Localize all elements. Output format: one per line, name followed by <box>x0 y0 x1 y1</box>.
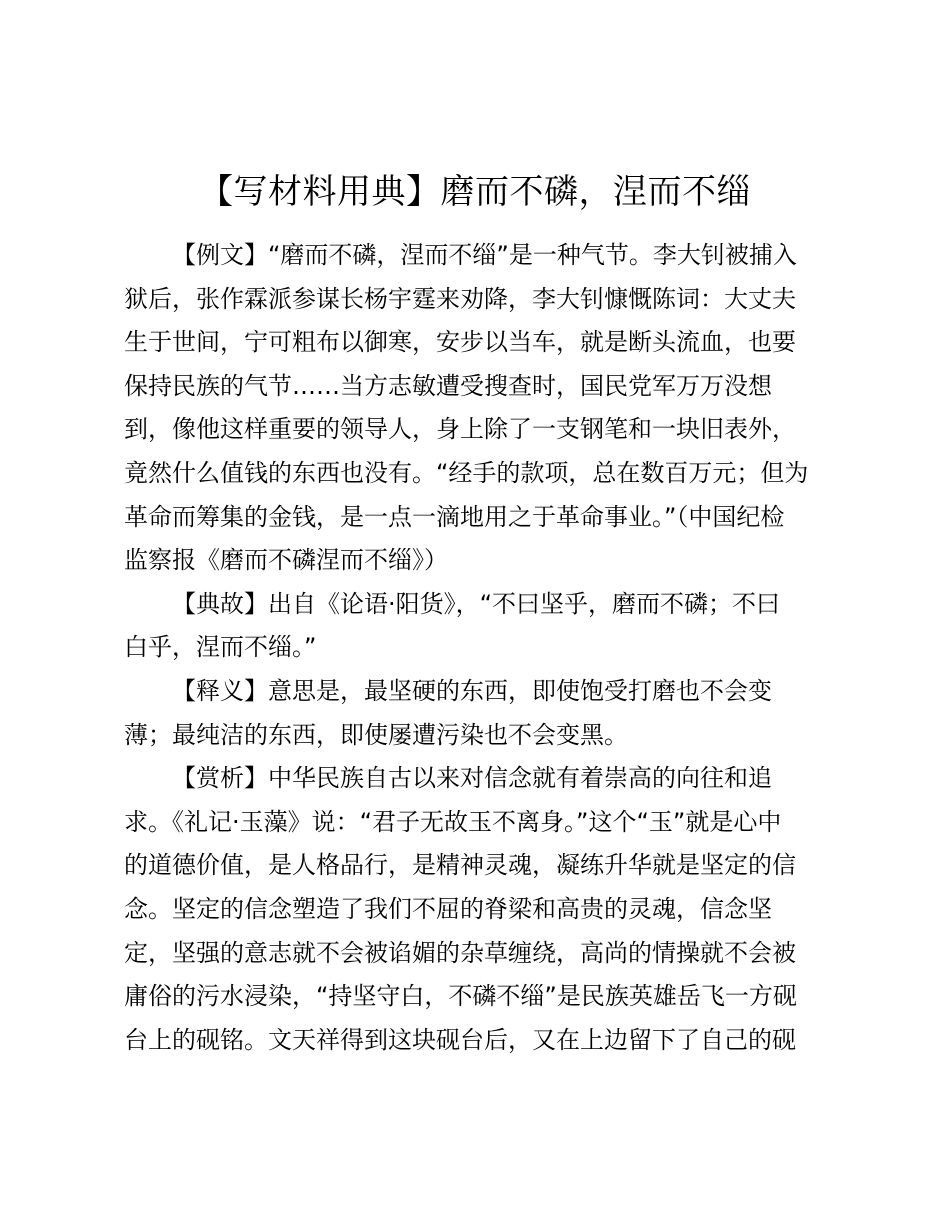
paragraph-allusion <box>124 583 834 670</box>
text-line: 监察报《磨而不磷涅而不缁》） <box>124 546 448 575</box>
text-line: 庸俗的污水浸染，“持坚守白，不磷不缁”是民族英雄岳飞一方砚 <box>124 982 797 1011</box>
text-line: 薄；最纯洁的东西，即使屡遭污染也不会变黑。 <box>124 720 628 749</box>
text-line: 【释义】意思是，最坚硬的东西，即使饱受打磨也不会变 <box>172 676 772 705</box>
paragraph-appreciation <box>124 757 834 1062</box>
text-line: 生于世间，宁可粗布以御寒，安步以当车，就是断头流血，也要 <box>124 328 796 357</box>
text-line: 竟然什么值钱的东西也没有。“经手的款项，总在数百万元；但为 <box>124 458 809 487</box>
text-line: 保持民族的气节……当方志敏遭受搜查时，国民党军万万没想 <box>124 371 772 400</box>
text-line: 【例文】“磨而不磷，涅而不缁”是一种气节。李大钊被捕入 <box>172 241 797 269</box>
text-line: 求。《礼记·玉藻》说：“君子无故玉不离身。”这个“玉”就是心中 <box>124 807 782 836</box>
document-title: 【写材料用典】磨而不磷，涅而不缁 <box>199 172 751 212</box>
text-line: 【典故】出自《论语·阳货》，“不曰坚乎，磨而不磷；不曰 <box>172 589 781 618</box>
text-line: 白乎，涅而不缁。” <box>124 633 317 662</box>
text-line: 【赏析】中华民族自古以来对信念就有着崇高的向往和追 <box>172 764 772 793</box>
text-line: 台上的砚铭。文天祥得到这块砚台后，又在上边留下了自己的砚 <box>124 1025 796 1054</box>
paragraph-meaning <box>124 670 834 757</box>
text-line: 到，像他这样重要的领导人，身上除了一支钢笔和一块旧表外， <box>124 415 796 444</box>
paragraph-example <box>124 234 834 583</box>
text-line: 的道德价值，是人格品行，是精神灵魂，凝练升华就是坚定的信 <box>124 851 796 880</box>
text-line: 革命而筹集的金钱，是一点一滴地用之于革命事业。”（中国纪检 <box>124 502 785 531</box>
text-line: 定，坚强的意志就不会被谄媚的杂草缠绕，高尚的情操就不会被 <box>124 938 796 967</box>
text-line: 念。坚定的信念塑造了我们不屈的脊梁和高贵的灵魂，信念坚 <box>124 894 772 923</box>
document-body <box>124 234 834 1062</box>
text-line: 狱后，张作霖派参谋长杨宇霆来劝降，李大钊慷慨陈词：大丈夫 <box>124 284 796 313</box>
